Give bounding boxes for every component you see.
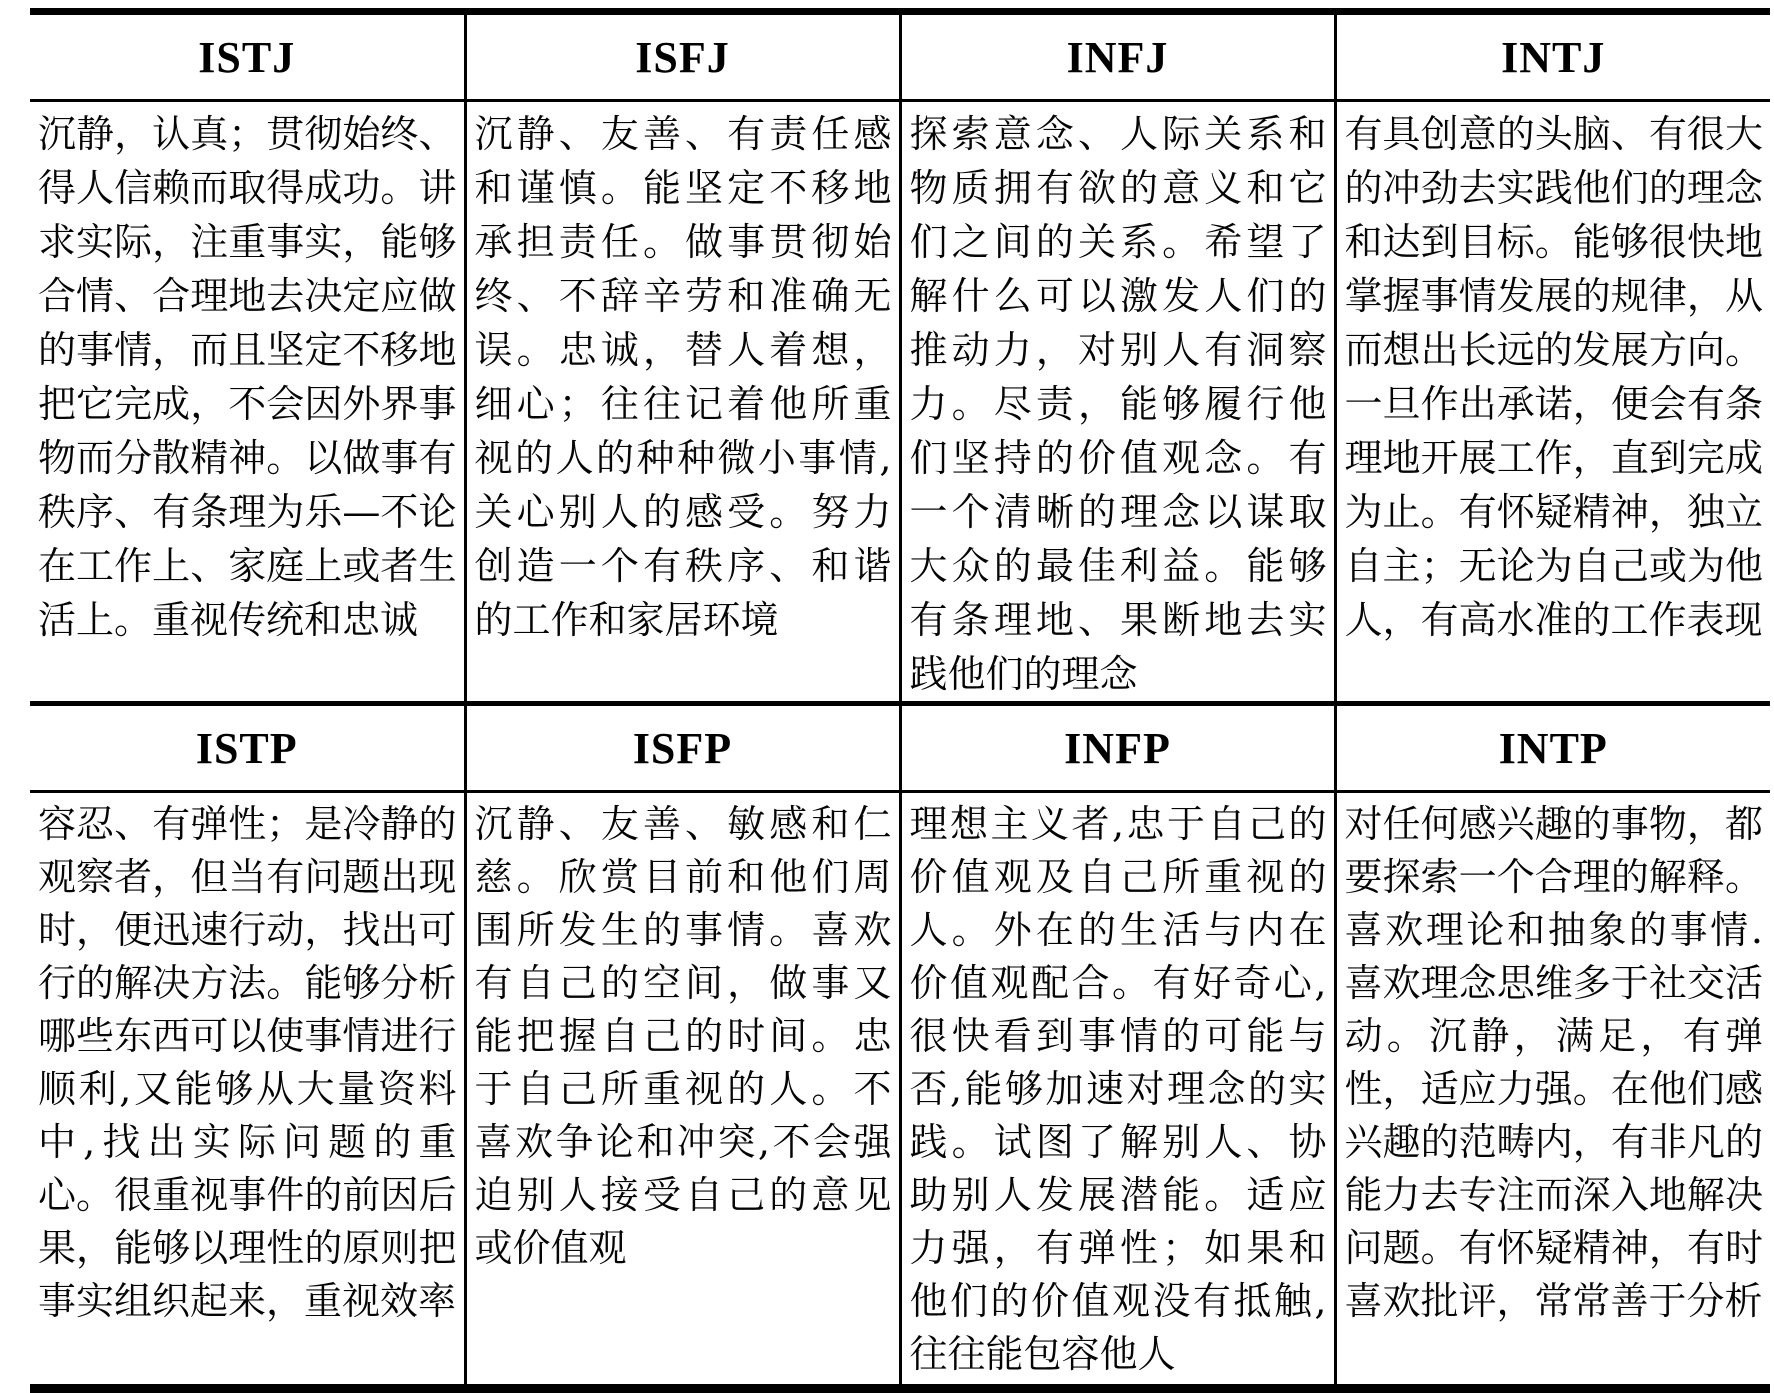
desc-cell-intj: 有具创意的头脑、有很大的冲劲去实践他们的理念和达到目标。能够很快地掌握事情发展的规律，从而想出长远的发展方向。一旦作出承诺，便会有条理地开展工作，直到完成为止。有怀疑精神，独立自主；无论为自己或为他人，有高水准的工作表现	[1335, 101, 1770, 704]
desc-cell-infp: 理想主义者,忠于自己的价值观及自己所重视的人。外在的生活与内在价值观配合。有好奇心,很快看到事情的可能与否,能够加速对理念的实践。试图了解别人、协助别人发展潜能。适应力强，有弹性；如果和他们的价值观没有抵触,往往能包容他人	[900, 792, 1335, 1389]
header-cell-infp: INFP	[900, 704, 1335, 792]
description-row-2	[30, 792, 1770, 1389]
desc-cell-intp: 对任何感兴趣的事物，都要探索一个合理的解释。喜欢理论和抽象的事情.喜欢理念思维多于社交活动。沉静，满足，有弹性，适应力强。在他们感兴趣的范畴内，有非凡的能力去专注而深入地解决问题。有怀疑精神，有时喜欢批评，常常善于分析	[1335, 792, 1770, 1389]
desc-cell-istp: 容忍、有弹性；是冷静的观察者，但当有问题出现时，便迅速行动，找出可行的解决方法。能够分析哪些东西可以使事情进行顺利,又能够从大量资料中,找出实际问题的重心。很重视事件的前因后果，能够以理性的原则把事实组织起来，重视效率	[38, 802, 457, 1323]
header-row-2	[30, 704, 1770, 792]
header-cell-intp: INTP	[1335, 704, 1770, 792]
header-cell-isfp: ISFP	[465, 704, 900, 792]
header-cell-istp: ISTP	[30, 704, 465, 792]
desc-cell-isfp: 沉静、友善、敏感和仁慈。欣赏目前和他们周围所发生的事情。喜欢有自己的空间，做事又能把握自己的时间。忠于自己所重视的人。不喜欢争论和冲突,不会强迫别人接受自己的意见或价值观	[465, 792, 900, 1389]
mbti-personality-table	[30, 8, 1770, 1393]
header-cell-istj: ISTJ	[30, 12, 465, 101]
header-row-1	[30, 12, 1770, 101]
desc-cell-isfj: 沉静、友善、有责任感和谨慎。能坚定不移地承担责任。做事贯彻始终、不辞辛劳和准确无误。忠诚，替人着想，细心；往往记着他所重视的人的种种微小事情,关心别人的感受。努力创造一个有秩序、和谐的工作和家居环境	[465, 101, 900, 704]
header-cell-intj: INTJ	[1335, 12, 1770, 101]
header-cell-isfj: ISFJ	[465, 12, 900, 101]
desc-cell-istj: 沉静，认真；贯彻始终、得人信赖而取得成功。讲求实际，注重事实，能够合情、合理地去决定应做的事情，而且坚定不移地把它完成，不会因外界事物而分散精神。以做事有秩序、有条理为乐—不论在工作上、家庭上或者生活上。重视传统和忠诚	[30, 101, 465, 704]
header-cell-infj: INFJ	[900, 12, 1335, 101]
desc-cell-infj: 探索意念、人际关系和物质拥有欲的意义和它们之间的关系。希望了解什么可以激发人们的推动力，对别人有洞察力。尽责，能够履行他们坚持的价值观念。有一个清晰的理念以谋取大众的最佳利益。能够有条理地、果断地去实践他们的理念	[900, 101, 1335, 704]
description-row-1	[30, 101, 1770, 704]
